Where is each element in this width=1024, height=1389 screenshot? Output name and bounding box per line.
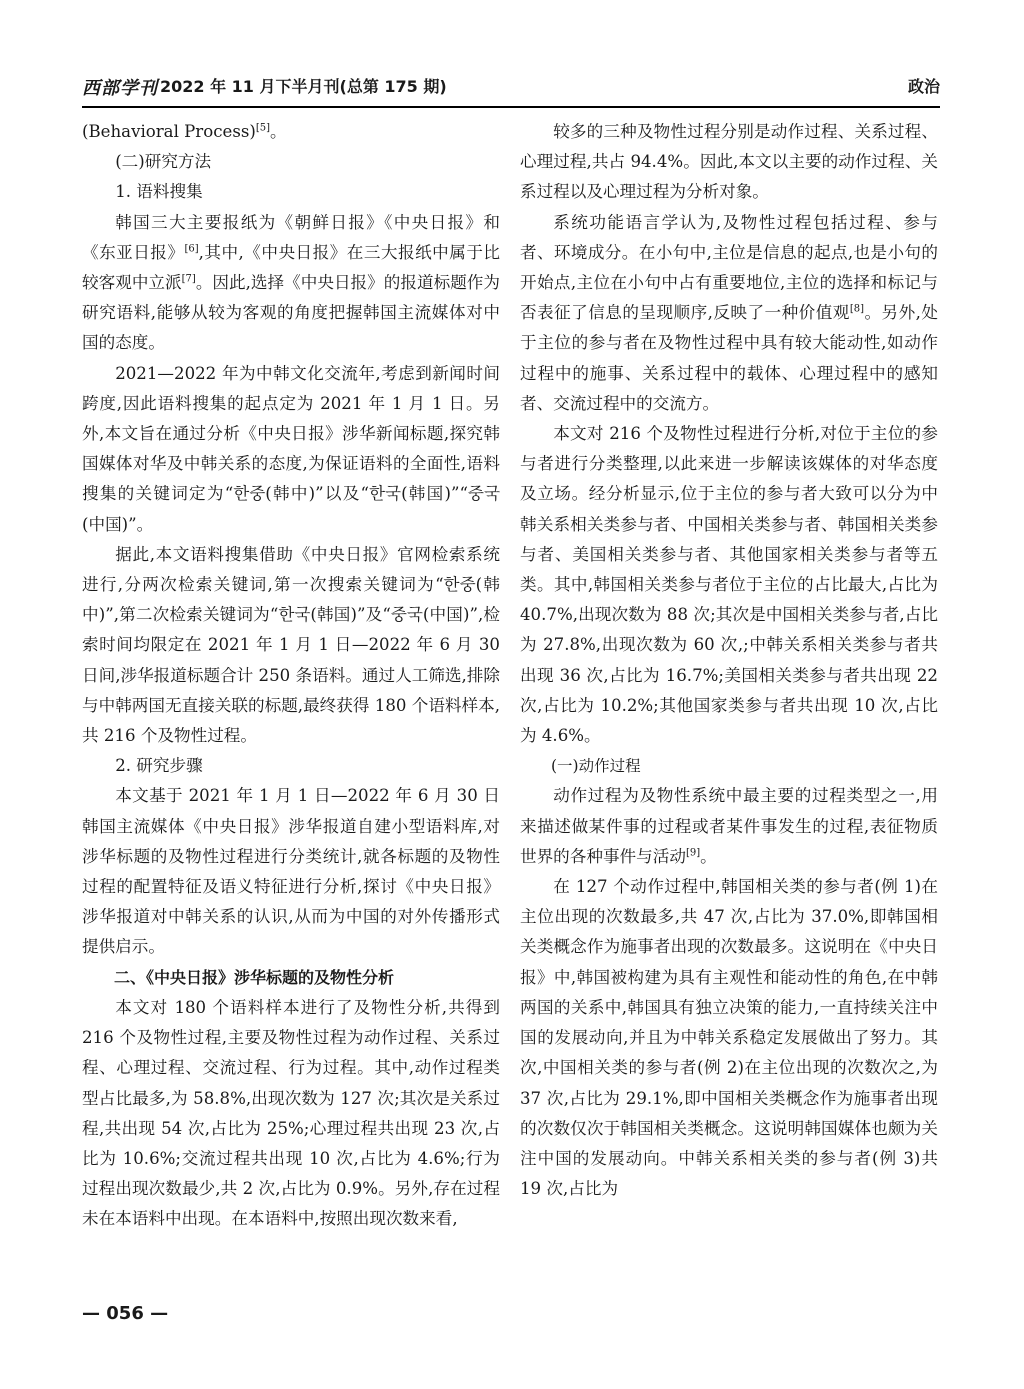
issue-info: 2022 年 11 月下半月刊(总第 175 期) — [160, 77, 447, 96]
subsection-heading: (二)研究方法 — [115, 152, 212, 172]
citation: [7] — [181, 273, 196, 285]
section-name: 政治 — [907, 77, 940, 96]
citation: [9] — [685, 847, 701, 859]
paragraph: 2021—2022 年为中韩文化交流年,考虑到新闻时间跨度,因此语料搜集的起点定为 2021 年 1 月 1 日。另外,本文旨在通过分析《中央日报》涉华新闻标题,探究韩国媒体对华及中韩关系的态度,为保证语料的全面性,语料搜集的关键词定为“한중(韩中)”以及“한국(韩国)”“중국(中国)”。 — [82, 363, 500, 534]
citation: [6] — [184, 243, 199, 255]
citation: [5] — [255, 122, 271, 134]
section-heading: 二、《中央日报》涉华标题的及物性分析 — [114, 967, 395, 987]
journal-logo: 西部学刊 — [82, 78, 158, 99]
paragraph: 韩国三大主要报纸为《朝鲜日报》《中央日报》和《东亚日报》[6],其中,《中央日报》在三大报纸中属于比较客观中立派[7]。因此,选择《中央日报》的报道标题作为研究语料,能够从较为客观的角度把握韩国主流媒体对中国的态度。 — [82, 212, 500, 353]
subsection-heading: (一)动作过程 — [551, 757, 641, 776]
paragraph: 本文对 180 个语料样本进行了及物性分析,共得到 216 个及物性过程,主要及物性过程为动作过程、关系过程、心理过程、交流过程、行为过程。其中,动作过程类型占比最多,为 58.8%,出现次数为 127 次;其次是关系过程,共出现 54 次,占比为 25%;心理过程共出现 23 次,占比为 10.6%;交流过程共出现 10 次,占比为 4.6%;行为过程出现次数最少,共 2 次,占比为 0.9%。另外,存在过程未在本语料中出现。在本语料中,按照出现次数来看, — [82, 997, 500, 1229]
page-number: — 056 — — [82, 1303, 169, 1324]
page-header — [82, 66, 940, 108]
paragraph: (Behavioral Process)[5]。 — [82, 122, 287, 141]
paragraph: 本文对 216 个及物性过程进行分析,对位于主位的参与者进行分类整理,以此来进一步解读该媒体的对华态度及立场。经分析显示,位于主位的参与者大致可以分为中韩关系相关类参与者、中国相关类参与者、韩国相关类参与者、美国相关类参与者、其他国家相关类参与者等五类。其中,韩国相关类参与者位于主位的占比最大,占比为 40.7%,出现次数为 88 次;其次是中国相关类参与者,占比为 27.8%,出现次数为 60 次,;中韩关系相关类参与者共出现 36 次,占比为 16.7%;美国相关类参与者共出现 22 次,占比为 10.2%;其他国家类参与者共出现 10 次,占比为 4.6%。 — [520, 424, 938, 746]
left-column — [82, 117, 500, 1235]
paragraph: 较多的三种及物性过程分别是动作过程、关系过程、心理过程,共占 94.4%。因此,本文以主要的动作过程、关系过程以及心理过程为分析对象。 — [520, 122, 938, 202]
paragraph: 本文基于 2021 年 1 月 1 日—2022 年 6 月 30 日韩国主流媒体《中央日报》涉华报道自建小型语料库,对涉华标题的及物性过程进行分类统计,就各标题的及物性过程的配置特征及语义特征进行分析,探讨《中央日报》涉华报道对中韩关系的认识,从而为中国的对外传播形式提供启示。 — [82, 786, 500, 957]
paragraph: 系统功能语言学认为,及物性过程包括过程、参与者、环境成分。在小句中,主位是信息的起点,也是小句的开始点,主位在小句中占有重要地位,主位的选择和标记与否表征了信息的呈现顺序,反映了一种价值观[8]。另外,处于主位的参与者在及物性过程中具有较大能动性,如动作过程中的施事、关系过程中的载体、心理过程中的感知者、交流过程中的交流方。 — [520, 212, 938, 413]
paragraph: 动作过程为及物性系统中最主要的过程类型之一,用来描述做某件事的过程或者某件事发生的过程,表征物质世界的各种事件与活动[9]。 — [520, 786, 938, 866]
paragraph: 据此,本文语料搜集借助《中央日报》官网检索系统进行,分两次检索关键词,第一次搜索关键词为“한중(韩中)”,第二次检索关键词为“한국(韩国)”及“중국(中国)”,检索时间均限定在 2021 年 1 月 1 日—2022 年 6 月 30 日间,涉华报道标题合计 250 条语料。通过人工筛选,排除与中韩两国无直接关联的标题,最终获得 180 个语料样本,共 216 个及物性过程。 — [82, 544, 500, 746]
subsubsection-heading: 2. 研究步骤 — [115, 756, 203, 776]
paragraph: 在 127 个动作过程中,韩国相关类的参与者(例 1)在主位出现的次数最多,共 47 次,占比为 37.0%,即韩国相关类概念作为施事者出现的次数最多。这说明在《中央日报》中,韩国被构建为具有主观性和能动性的角色,在中韩两国的关系中,韩国具有独立决策的能力,一直持续关注中国的发展动向,并且为中韩关系稳定发展做出了努力。其次,中国相关类的参与者(例 2)在主位出现的次数次之,为 37 次,占比为 29.1%,即中国相关类概念作为施事者出现的次数仅次于韩国相关类概念。这说明韩国媒体也颇为关注中国的发展动向。中韩关系相关类的参与者(例 3)共 19 次,占比为 — [520, 877, 938, 1199]
right-column — [520, 117, 938, 1204]
subsubsection-heading: 1. 语料搜集 — [115, 182, 203, 202]
citation: [8] — [849, 303, 865, 315]
